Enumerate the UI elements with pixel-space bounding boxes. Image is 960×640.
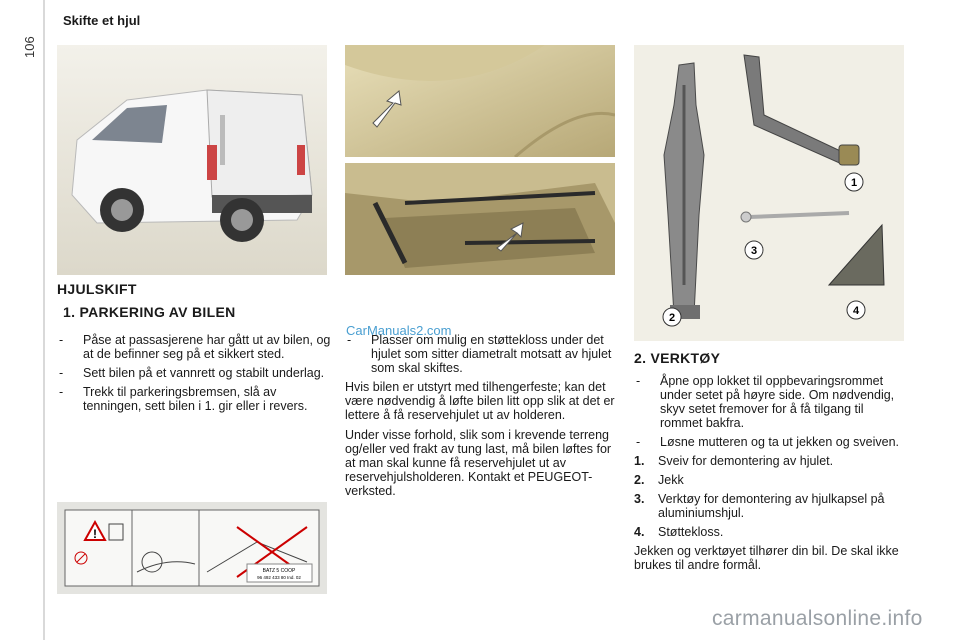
list-item: - Åpne opp lokket til oppbevaringsrommet under setet på høyre side. Om nødvendig, skyv setet fremover for å få tilgang til rommet bakfra. (634, 374, 909, 430)
paragraph: Under visse forhold, slik som i krevende terreng og/eller ved frakt av tung last, må bilen løftes for at man skal kunne få reservehjulet ut av reservehjulsholderen. Kontakt et PEUGEOT-verksted. (345, 428, 612, 498)
closing-paragraph: Jekken og verktøyet tilhører din bil. De skal ikke brukes til andre formål. (634, 544, 899, 572)
list-item: - Plasser om mulig en støttekloss under det hjulet som sitter diametralt motsatt av hjulet som skal skiftes. (345, 333, 620, 375)
page-number: 106 (22, 36, 37, 58)
watermark-bottom[interactable]: carmanualsonline.info (712, 607, 923, 630)
tool-label-3: 3 (750, 245, 758, 257)
warning-label-photo (57, 502, 327, 594)
compartment-photo (345, 163, 615, 275)
sticker-text-2: 96 492 433 80 Ind. 02 (257, 575, 301, 580)
tools-list (634, 454, 909, 539)
tool-item: 1. Sveiv for demontering av hjulet. (634, 454, 834, 468)
tool-label-4: 4 (852, 305, 860, 317)
tool-label-1: 1 (850, 177, 858, 189)
seat-photo (345, 45, 615, 157)
main-heading: HJULSKIFT (57, 281, 137, 297)
section2-heading: 2. VERKTØY (634, 350, 721, 366)
margin-rule (43, 0, 45, 640)
tool-item: 4. Støttekloss. (634, 525, 724, 539)
list-item: - Påse at passasjerene har gått ut av bilen, og at de befinner seg på et sikkert sted. (57, 333, 332, 361)
section1-heading: 1. PARKERING AV BILEN (63, 304, 236, 320)
tool-label-2: 2 (668, 312, 676, 324)
list-item: - Trekk til parkeringsbremsen, slå av tenningen, sett bilen i 1. gir eller i revers. (57, 385, 332, 413)
tool-item: 2. Jekk (634, 473, 684, 487)
section1-list (57, 333, 332, 418)
section2-content (634, 374, 909, 578)
middle-column (345, 333, 620, 504)
svg-text:!: ! (93, 527, 97, 541)
list-item: - Løsne mutteren og ta ut jekken og sveiven. (634, 435, 909, 449)
paragraph: Hvis bilen er utstyrt med tilhengerfeste; kan det være nødvendig å løfte bilen litt opp slik at det er lettere å få reservehjulet ut av holderen. (345, 380, 615, 422)
list-item: - Sett bilen på et vannrett og stabilt underlag. (57, 366, 332, 380)
watermark-top[interactable]: CarManuals2.com (346, 323, 452, 338)
sticker-text-1: BATZ 5 COOP (262, 568, 296, 574)
tools-photo (634, 45, 904, 341)
van-photo (57, 45, 327, 275)
section-title: Skifte et hjul (63, 13, 141, 28)
tool-item: 3. Verktøy for demontering av hjulkapsel på aluminiumshjul. (634, 492, 885, 520)
